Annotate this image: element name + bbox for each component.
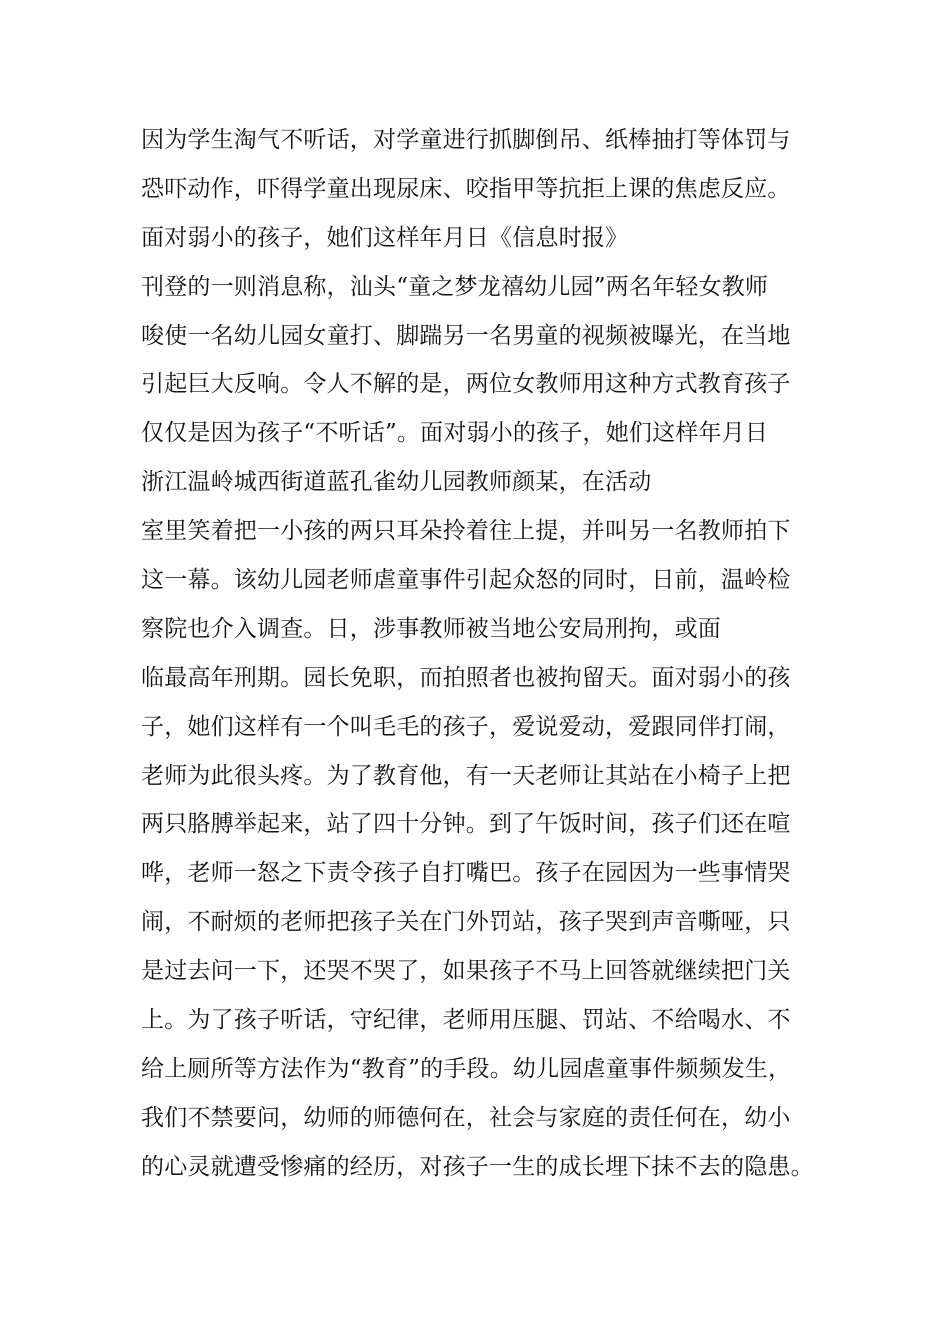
- text-line: 面对弱小的孩子，她们这样年月日《信息时报》: [141, 224, 629, 251]
- text-line: 两只胳膊举起来，站了四十分钟。到了午饭时间，孩子们还在喧: [141, 811, 791, 838]
- text-line: 哗，老师一怒之下责令孩子自打嘴巴。孩子在园因为一些事情哭: [141, 860, 791, 887]
- text-line: 仅仅是因为孩子“不听话”。面对弱小的孩子，她们这样年月日: [141, 420, 769, 447]
- text-line: 恐吓动作，吓得学童出现尿床、咬指甲等抗拒上课的焦虑反应。: [141, 175, 791, 202]
- text-line: 刊登的一则消息称，汕头“童之梦龙禧幼儿园”两名年轻女教师: [141, 273, 769, 300]
- text-line: 上。为了孩子听话，守纪律，老师用压腿、罚站、不给喝水、不: [141, 1007, 791, 1034]
- text-line: 察院也介入调查。日，涉事教师被当地公安局刑拘，或面: [141, 615, 721, 642]
- text-line: 这一幕。该幼儿园老师虐童事件引起众怒的同时，日前，温岭检: [141, 567, 791, 594]
- article-body: [141, 116, 841, 1192]
- text-line: 是过去问一下，还哭不哭了，如果孩子不马上回答就继续把门关: [141, 958, 791, 985]
- text-line: 我们不禁要问，幼师的师德何在，社会与家庭的责任何在，幼小: [141, 1104, 791, 1131]
- text-line: 引起巨大反响。令人不解的是，两位女教师用这种方式教育孩子: [141, 371, 791, 398]
- text-line: 子，她们这样有一个叫毛毛的孩子，爱说爱动，爱跟同伴打闹，: [141, 713, 791, 740]
- text-line: 因为学生淘气不听话，对学童进行抓脚倒吊、纸棒抽打等体罚与: [141, 127, 791, 153]
- text-line: 闹，不耐烦的老师把孩子关在门外罚站，孩子哭到声音嘶哑，只: [141, 909, 791, 936]
- text-line: 老师为此很头疼。为了教育他，有一天老师让其站在小椅子上把: [141, 762, 791, 789]
- text-line: 的心灵就遭受惨痛的经历，对孩子一生的成长埋下抹不去的隐患。: [141, 1153, 814, 1180]
- text-line: 室里笑着把一小孩的两只耳朵拎着往上提，并叫另一名教师拍下: [141, 518, 791, 545]
- text-line: 给上厕所等方法作为“教育”的手段。幼儿园虐童事件频频发生，: [141, 1055, 792, 1082]
- text-line: 浙江温岭城西街道蓝孔雀幼儿园教师颜某，在活动: [141, 469, 652, 496]
- text-line: 唆使一名幼儿园女童打、脚踹另一名男童的视频被曝光，在当地: [141, 322, 791, 349]
- text-line: 临最高年刑期。园长免职，而拍照者也被拘留天。面对弱小的孩: [141, 664, 791, 691]
